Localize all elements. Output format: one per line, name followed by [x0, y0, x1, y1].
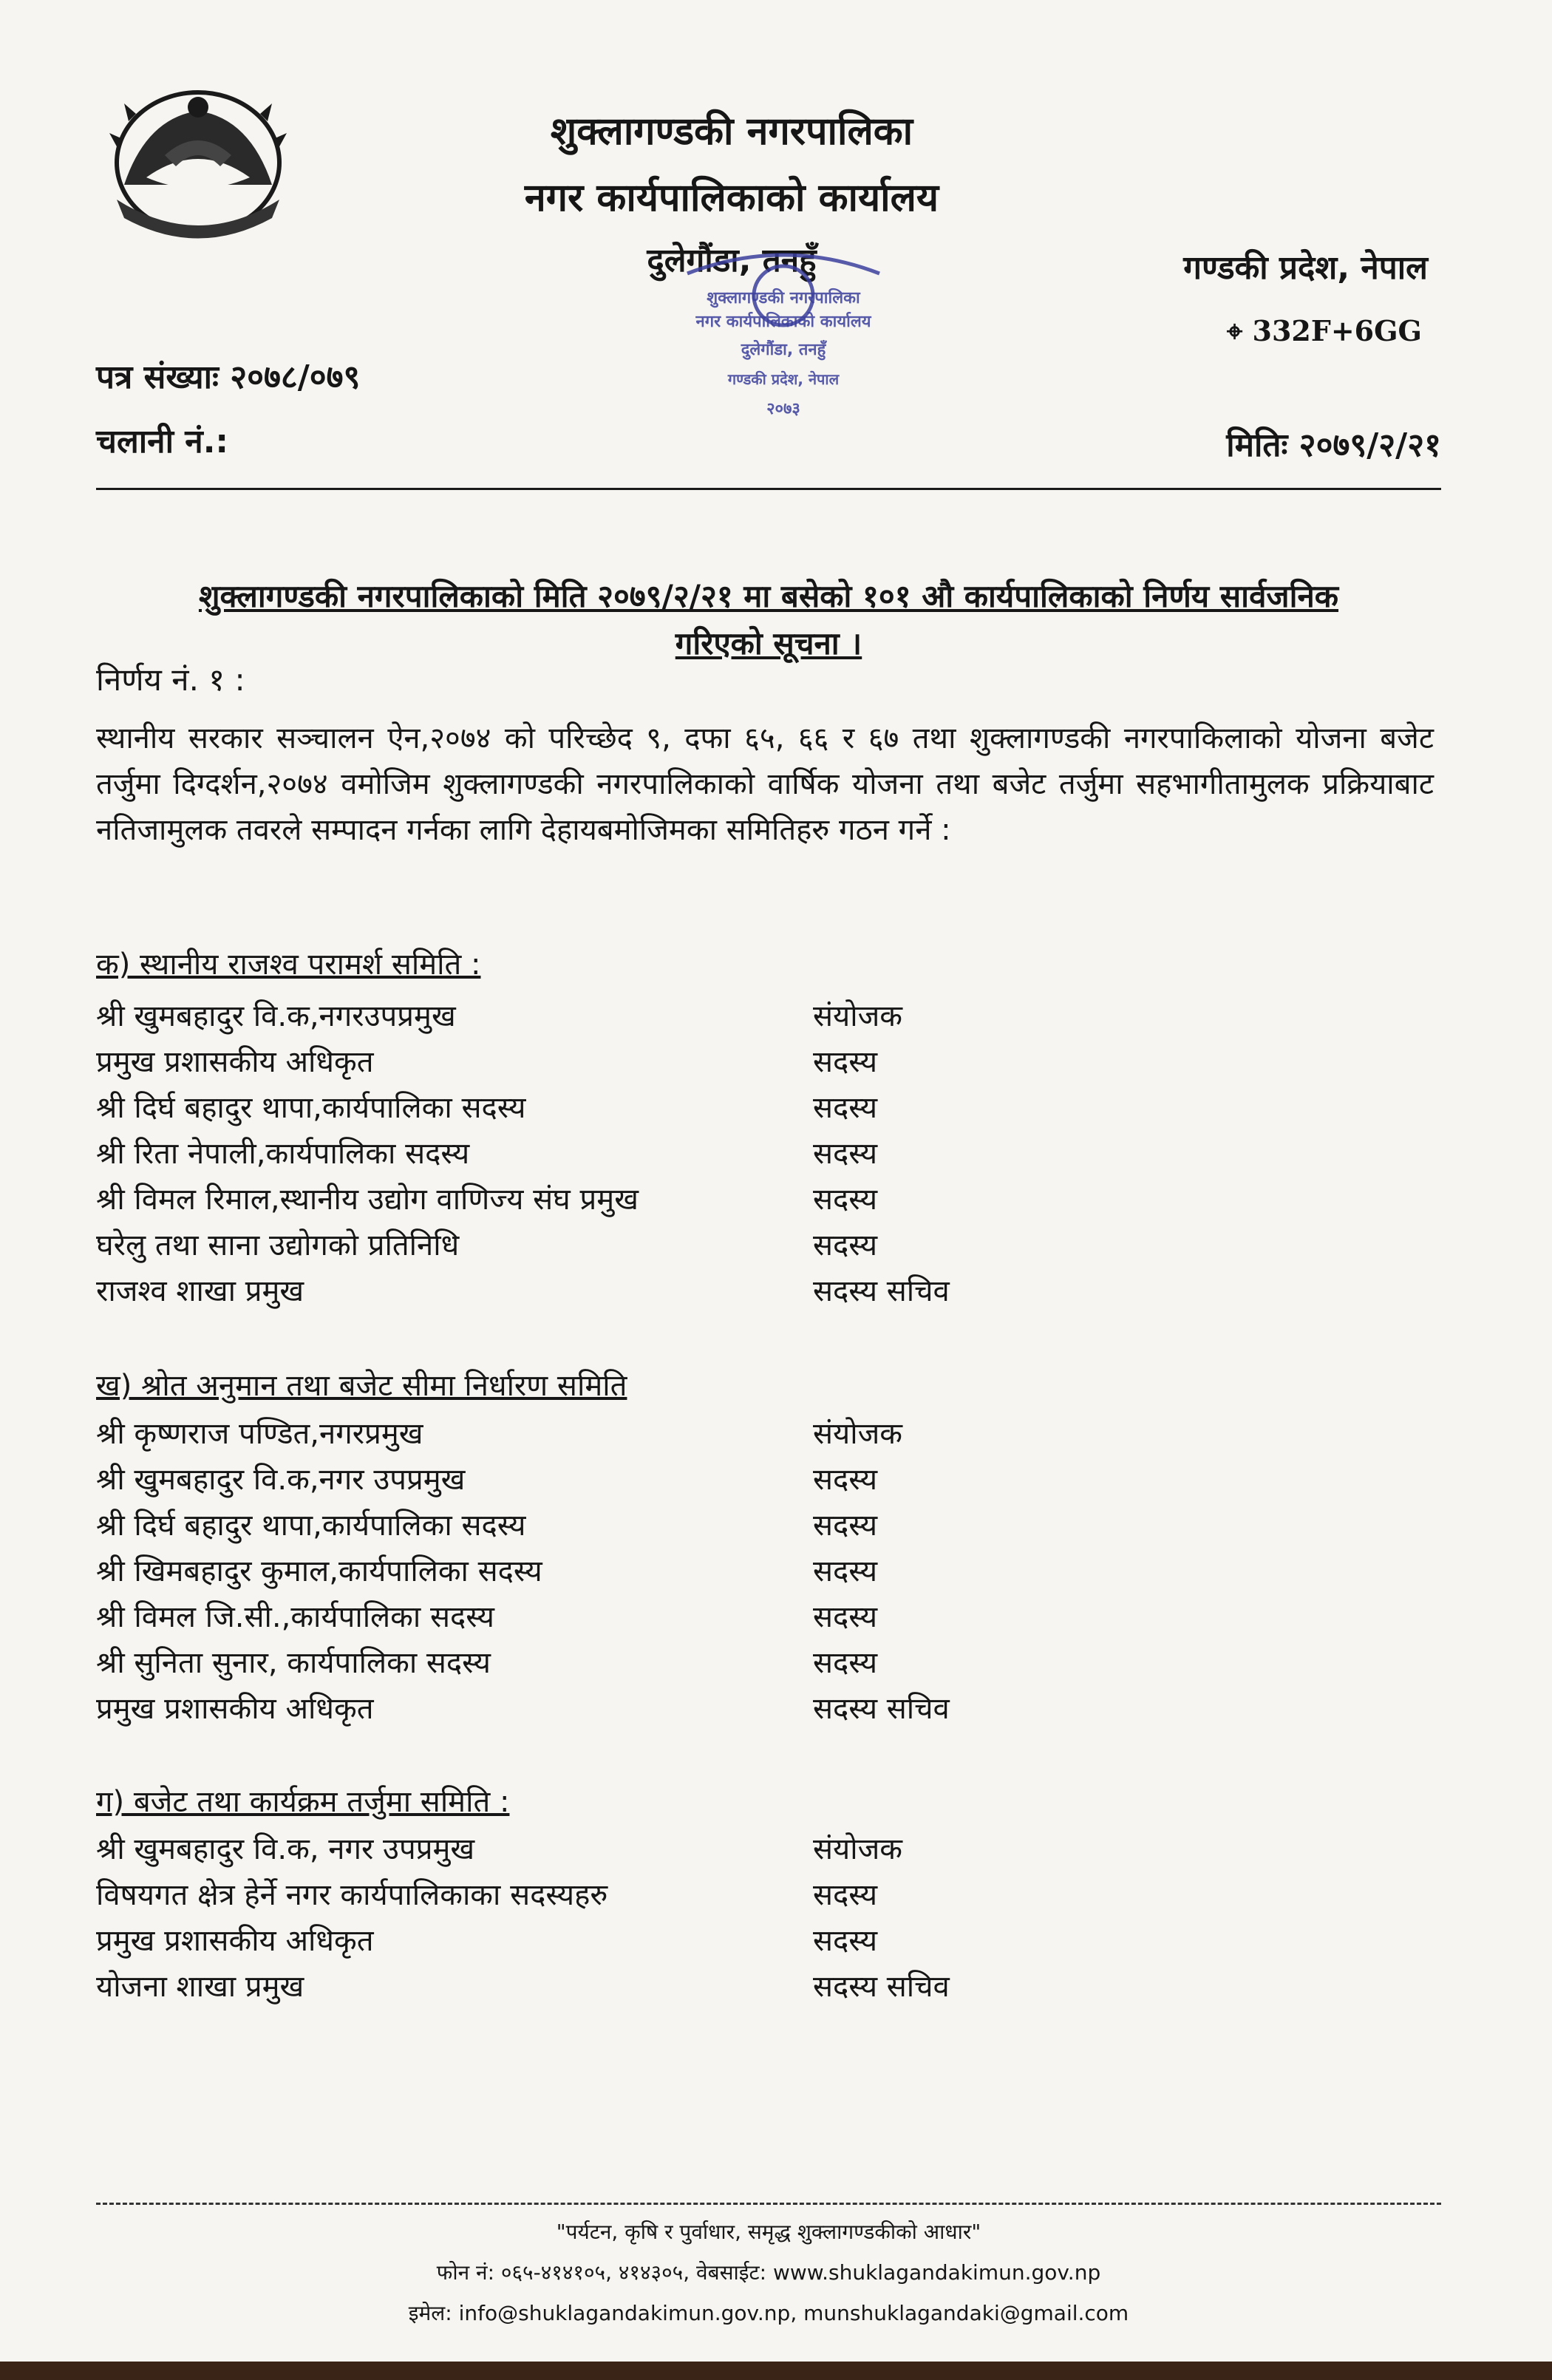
page-bottom-edge: [0, 2362, 1552, 2380]
member-role: सदस्य: [813, 1646, 878, 1680]
notice-title-line-2: गरिएको सूचना ।: [675, 625, 862, 662]
member-role: सदस्य: [813, 1137, 878, 1171]
committee-heading-b: ख) श्रोत अनुमान तथा बजेट सीमा निर्धारण समिति: [96, 1369, 627, 1403]
member-name: श्री सुनिता सुनार, कार्यपालिका सदस्य: [96, 1646, 491, 1680]
member-role: सदस्य सचिव: [813, 1692, 950, 1726]
member-name: श्री दिर्घ बहादुर थापा,कार्यपालिका सदस्य: [96, 1509, 526, 1543]
member-name: घरेलु तथा साना उद्योगको प्रतिनिधि: [96, 1228, 460, 1262]
location-pin-icon: ⌖: [1226, 314, 1253, 347]
member-role: सदस्य: [813, 1924, 878, 1958]
member-role: सदस्य: [813, 1183, 878, 1217]
member-role: संयोजक: [813, 1417, 902, 1451]
stamp-line-2: नगर कार्यपालिकाको कार्यालय: [695, 313, 871, 331]
member-name: प्रमुख प्रशासकीय अधिकृत: [96, 1692, 374, 1726]
member-role: सदस्य: [813, 1228, 878, 1262]
stamp-line-3: दुलेगौंडा, तनहुँ: [741, 341, 826, 359]
member-name: प्रमुख प्रशासकीय अधिकृत: [96, 1924, 374, 1958]
province-name: गण्डकी प्रदेश, नेपाल: [1183, 249, 1428, 287]
decision-paragraph: स्थानीय सरकार सञ्चालन ऐन,२०७४ को परिच्छेद ९, दफा ६५, ६६ र ६७ तथा शुक्लागण्डकी नगरपाकिलाको योजना बजेट तर्जुमा दिग्दर्शन,२०७४ वमोजिम शुक्लागण्डकी नगरपालिकाको वार्षिक योजना तथा बजेट तर्जुमा सहभागीतामुलक प्रक्रियाबाट नतिजामुलक तवरले सम्पादन गर्नका लागि देहायबमोजिमका समितिहरु गठन गर्ने :: [96, 721, 1434, 847]
member-role: सदस्य सचिव: [813, 1274, 950, 1308]
member-name: श्री विमल रिमाल,स्थानीय उद्योग वाणिज्य संघ प्रमुख: [96, 1183, 639, 1217]
office-name: नगर कार्यपालिकाको कार्यालय: [524, 176, 939, 220]
letter-number: पत्र संख्याः २०७८/०७९: [96, 358, 361, 396]
member-name: श्री खुमबहादुर वि.क, नगर उपप्रमुख: [96, 1832, 475, 1866]
office-stamp: [643, 244, 924, 443]
member-name: श्री खुमबहादुर वि.क,नगर उपप्रमुख: [96, 1463, 466, 1497]
member-name: श्री दिर्घ बहादुर थापा,कार्यपालिका सदस्य: [96, 1091, 526, 1125]
member-name: राजश्व शाखा प्रमुख: [96, 1274, 304, 1308]
member-name: श्री खुमबहादुर वि.क,नगरउपप्रमुख: [96, 999, 456, 1033]
stamp-line-4: गण्डकी प्रदेश, नेपाल: [727, 370, 840, 388]
member-name: श्री विमल जि.सी.,कार्यपालिका सदस्य: [96, 1600, 495, 1634]
member-role: संयोजक: [813, 1832, 902, 1866]
member-role: संयोजक: [813, 999, 902, 1033]
footer-divider: [96, 2203, 1441, 2205]
committee-heading-a: क) स्थानीय राजश्व परामर्श समिति :: [96, 948, 481, 982]
member-name: श्री रिता नेपाली,कार्यपालिका सदस्य: [96, 1137, 470, 1171]
header-divider: [96, 488, 1441, 490]
stamp-line-5: २०७३: [766, 400, 800, 418]
office-location: दुलेगौंडा, तनहुँ: [647, 242, 817, 279]
letter-date: मितिः २०७९/२/२१: [1226, 426, 1441, 464]
municipality-name: शुक्लागण्डकी नगरपालिका: [550, 109, 913, 154]
municipality-emblem: [95, 74, 302, 259]
footer-phone-website: फोन नं: ०६५-४१४१०५, ४१४३०५, वेबसाईट: www.shuklagandakimun.gov.np: [436, 2260, 1101, 2285]
member-name: योजना शाखा प्रमुख: [96, 1970, 304, 2004]
member-role: सदस्य: [813, 1509, 878, 1543]
plus-code: [1227, 314, 1422, 348]
plus-code-value: 332F+6GG: [1252, 314, 1422, 347]
member-name: श्री खिमबहादुर कुमाल,कार्यपालिका सदस्य: [96, 1554, 542, 1588]
member-name: विषयगत क्षेत्र हेर्ने नगर कार्यपालिकाका सदस्यहरु: [96, 1878, 608, 1912]
footer-email: इमेल: info@shuklagandakimun.gov.np, munshuklagandaki@gmail.com: [408, 2301, 1129, 2325]
notice-title-line-1: शुक्लागण्डकी नगरपालिकाको मिति २०७९/२/२१ मा बसेको १०१ औ कार्यपालिकाको निर्णय सार्वजनिक: [198, 578, 1339, 614]
member-role: सदस्य सचिव: [813, 1970, 950, 2004]
dispatch-number: चलानी नं.:: [96, 423, 229, 460]
member-role: सदस्य: [813, 1878, 878, 1912]
decision-number: निर्णय नं. १ :: [96, 662, 245, 698]
member-role: सदस्य: [813, 1091, 878, 1125]
committee-heading-c: ग) बजेट तथा कार्यक्रम तर्जुमा समिति :: [96, 1785, 510, 1819]
member-role: सदस्य: [813, 1600, 878, 1634]
member-name: प्रमुख प्रशासकीय अधिकृत: [96, 1045, 374, 1079]
stamp-line-1: शुक्लागण्डकी नगरपालिका: [707, 289, 860, 307]
member-role: सदस्य: [813, 1463, 878, 1497]
member-role: सदस्य: [813, 1554, 878, 1588]
footer-slogan: "पर्यटन, कृषि र पुर्वाधार, समृद्ध शुक्लागण्डकीको आधार": [556, 2220, 981, 2244]
notice-title: [96, 573, 1441, 667]
member-role: सदस्य: [813, 1045, 878, 1079]
member-name: श्री कृष्णराज पण्डित,नगरप्रमुख: [96, 1417, 423, 1451]
